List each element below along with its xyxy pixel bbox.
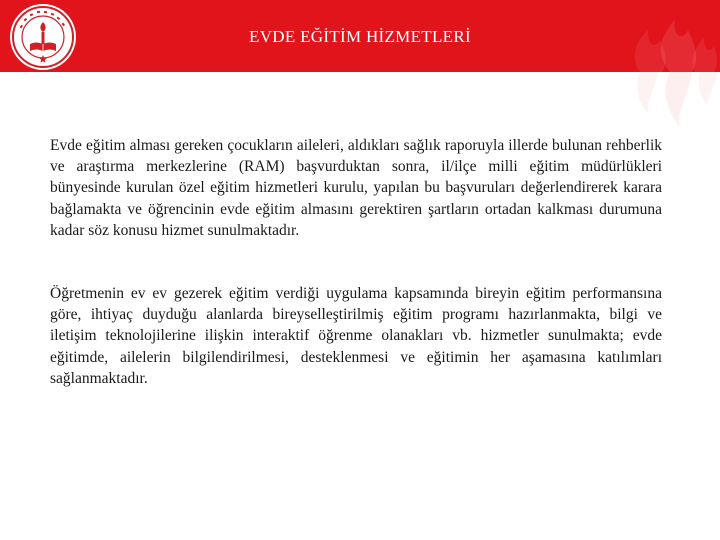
header-bar — [0, 0, 720, 72]
paragraph-home-education-services: Öğretmenin ev ev gezerek eğitim verdiği uygulama kapsamında bireyin eğitim performansına göre, ihtiyaç duyduğu alanlarda bireyselleştirilmiş eğitim programı hazırlanmakta, bilgi ve iletişim teknolojilerine ilişkin interaktif öğrenme olanakları vb. hizmetler sunulmakta; evde eğitimde, ailelerin bilgilendirilmesi, desteklenmesi ve eğitimin her aşamasına katılımları sağlanmaktadır. — [50, 285, 662, 387]
paragraph-application-process: Evde eğitim alması gereken çocukların aileleri, aldıkları sağlık raporuyla illerde bulunan rehberlik ve araştırma merkezlerine (RAM) başvurduktan sonra, il/ilçe milli eğitim müdürlükleri bünyesinde kurulan özel eğitim hizmetleri kurulu, yapılan bu başvuruları değerlendirerek karara bağlamakta ve öğrencinin evde eğitim almasını gerektiren şartların ortadan kalkması durumuna kadar söz konusu hizmet sunulmaktadır. — [50, 137, 662, 239]
body-content — [50, 135, 662, 389]
page-title: EVDE EĞİTİM HİZMETLERİ — [249, 27, 471, 46]
